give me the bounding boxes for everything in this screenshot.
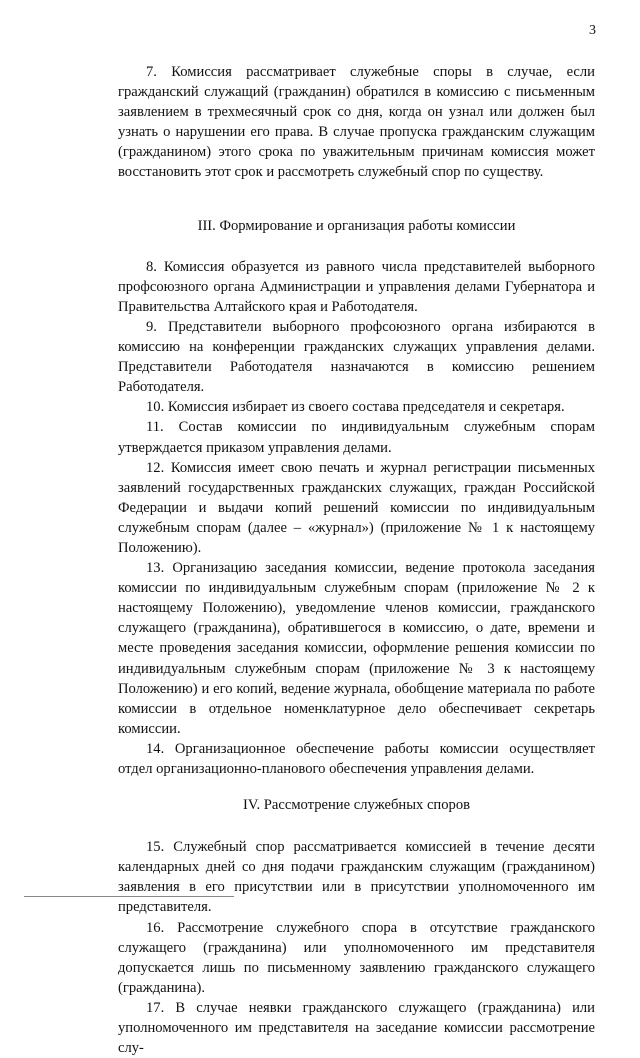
- paragraph-15: 15. Служебный спор рассматривается комиссией в течение десяти календарных дней со дня подачи гражданским служащим (гражданином) заявления в его присутствии или в присутствии уполномоченного им представителя.: [118, 839, 595, 916]
- section-heading-4: IV. Рассмотрение служебных споров: [242, 797, 471, 814]
- footer-divider: [24, 896, 234, 897]
- paragraph-7: 7. Комиссия рассматривает служебные споры в случае, если гражданский служащий (гражданин) обратился в комиссию с письменным заявлением в трехмесячный срок со дня, когда он узнал или должен был узнать о нарушении его права. В случае пропуска гражданским служащим (гражданином) этого срока по уважительным причинам комиссия может восстановить этот срок и рассмотреть служебный спор по существу.: [118, 64, 595, 181]
- document-body: [118, 62, 595, 1058]
- paragraph-10: 10. Комиссия избирает из своего состава председателя и секретаря.: [146, 399, 565, 416]
- paragraph-9: 9. Представители выборного профсоюзного органа избираются в комиссию на конференции гражданских служащих управления делами. Представители Работодателя назначаются в комиссию решением Работодателя.: [118, 318, 595, 396]
- section-heading-3: III. Формирование и организация работы комиссии: [197, 217, 516, 234]
- page-number: 3: [589, 23, 596, 38]
- paragraph-17: 17. В случае неявки гражданского служащего (гражданина) или уполномоченного им представителя на заседание комиссии рассмотрение слу-: [118, 999, 595, 1057]
- paragraph-16: 16. Рассмотрение служебного спора в отсутствие гражданского служащего (гражданина) или уполномоченного им представителя допускается лишь по письменному заявлению гражданского служащего (гражданина).: [118, 919, 595, 996]
- paragraph-14: 14. Организационное обеспечение работы комиссии осуществляет отдел организационно-планового обеспечения управления делами.: [118, 740, 595, 777]
- paragraph-11: 11. Состав комиссии по индивидуальным служебным спорам утверждается приказом управления делами.: [118, 419, 595, 456]
- paragraph-8: 8. Комиссия образуется из равного числа представителей выборного профсоюзного органа Администрации и управления делами Губернатора и Правительства Алтайского края и Работодателя.: [118, 258, 595, 315]
- paragraph-12: 12. Комиссия имеет свою печать и журнал регистрации письменных заявлений государственных гражданских служащих, граждан Российской Федерации и выдачи копий решений комиссии по индивидуальным служебным спорам (далее – «журнал») (приложение № 1 к настоящему Положению).: [118, 459, 595, 556]
- paragraph-13: 13. Организацию заседания комиссии, ведение протокола заседания комиссии по индивидуальным служебным спорам (приложение № 2 к настоящему Положению), уведомление членов комиссии, гражданского служащего (гражданина), обратившегося в комиссию, о дате, времени и месте проведения заседания комиссии, оформление решения комиссии по индивидуальным служебным спорам (приложение № 3 к настоящему Положению) и его копий, ведение журнала, обобщение материала по работе комиссии в отдельное номенклатурное дело обеспечивает секретарь комиссии.: [118, 560, 595, 737]
